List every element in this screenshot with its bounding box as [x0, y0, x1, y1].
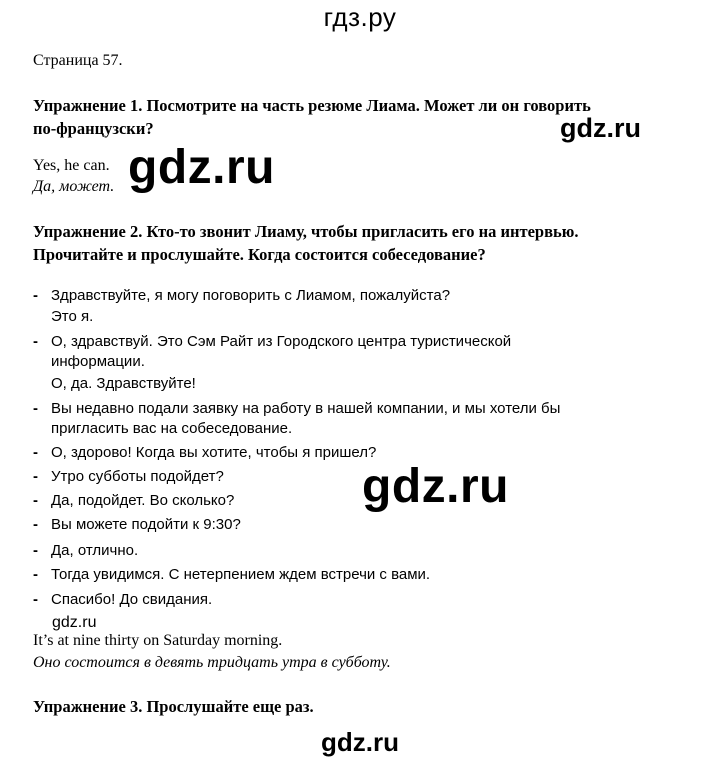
watermark-mid: gdz.ru [560, 113, 641, 143]
dialog-text: Вы недавно подали заявку на работу в нашей компании, и мы хотели бы [51, 400, 561, 417]
dialog-reply: О, да. Здравствуйте! [51, 375, 196, 392]
dialog-line [33, 564, 430, 585]
page-number: Страница 57. [33, 52, 123, 69]
exercise1-answer-ru: Да, может. [33, 178, 115, 195]
dialog-text: Да, подойдет. Во сколько? [51, 492, 235, 509]
dialog-line [33, 540, 138, 561]
exercise1-heading-line1: Упражнение 1. Посмотрите на часть резюме Лиама. Может ли он говорить [33, 96, 591, 115]
dialog-text: Здравствуйте, я могу поговорить с Лиамом, пожалуйста? [51, 287, 451, 304]
dialog-dash: - [33, 468, 38, 485]
exercise1-answer-en: Yes, he can. [33, 157, 110, 174]
watermark-large-1: gdz.ru [128, 141, 275, 194]
dialog-continuation: информации. [51, 353, 145, 370]
exercise1-heading-line2: по-французски? [33, 119, 154, 138]
exercise2-heading-line1: Упражнение 2. Кто-то звонит Лиаму, чтобы пригласить его на интервью. [33, 222, 579, 241]
watermark-top: гдз.ру [323, 2, 397, 32]
dialog-line [33, 331, 511, 352]
exercise2-answer-ru: Оно состоится в девять тридцать утра в субботу. [33, 654, 391, 671]
dialog-line [33, 514, 241, 535]
dialog-dash: - [33, 492, 38, 509]
dialog-dash: - [33, 444, 38, 461]
exercise2-heading-line2: Прочитайте и прослушайте. Когда состоится собеседование? [33, 245, 486, 264]
dialog-line [33, 589, 212, 610]
dialog-line [33, 490, 234, 511]
dialog-line [33, 466, 224, 487]
dialog-dash: - [33, 400, 38, 417]
dialog-line [33, 285, 450, 306]
dialog-dash: - [33, 516, 38, 533]
dialog-dash: - [33, 287, 38, 304]
watermark-bottom: gdz.ru [321, 727, 399, 757]
exercise3-heading: Упражнение 3. Прослушайте еще раз. [33, 697, 314, 716]
dialog-line [33, 398, 560, 419]
dialog-reply: Это я. [51, 308, 94, 325]
dialog-dash: - [33, 542, 38, 559]
dialog-line [33, 442, 376, 463]
exercise2-answer-en: It’s at nine thirty on Saturday morning. [33, 632, 283, 649]
dialog-text: О, здорово! Когда вы хотите, чтобы я пришел? [51, 444, 377, 461]
dialog-dash: - [33, 591, 38, 608]
dialog-text: Да, отлично. [51, 542, 139, 559]
dialog-dash: - [33, 566, 38, 583]
dialog-text: Тогда увидимся. С нетерпением ждем встречи с вами. [51, 566, 431, 583]
dialog-text: Вы можете подойти к 9:30? [51, 516, 241, 533]
dialog-dash: - [33, 333, 38, 350]
dialog-continuation: пригласить вас на собеседование. [51, 420, 293, 437]
dialog-text: Утро субботы подойдет? [51, 468, 224, 485]
dialog-text: Спасибо! До свидания. [51, 591, 213, 608]
dialog-text: О, здравствуй. Это Сэм Райт из Городского центра туристической [51, 333, 512, 350]
watermark-small: gdz.ru [52, 614, 97, 631]
watermark-large-2: gdz.ru [362, 460, 509, 513]
